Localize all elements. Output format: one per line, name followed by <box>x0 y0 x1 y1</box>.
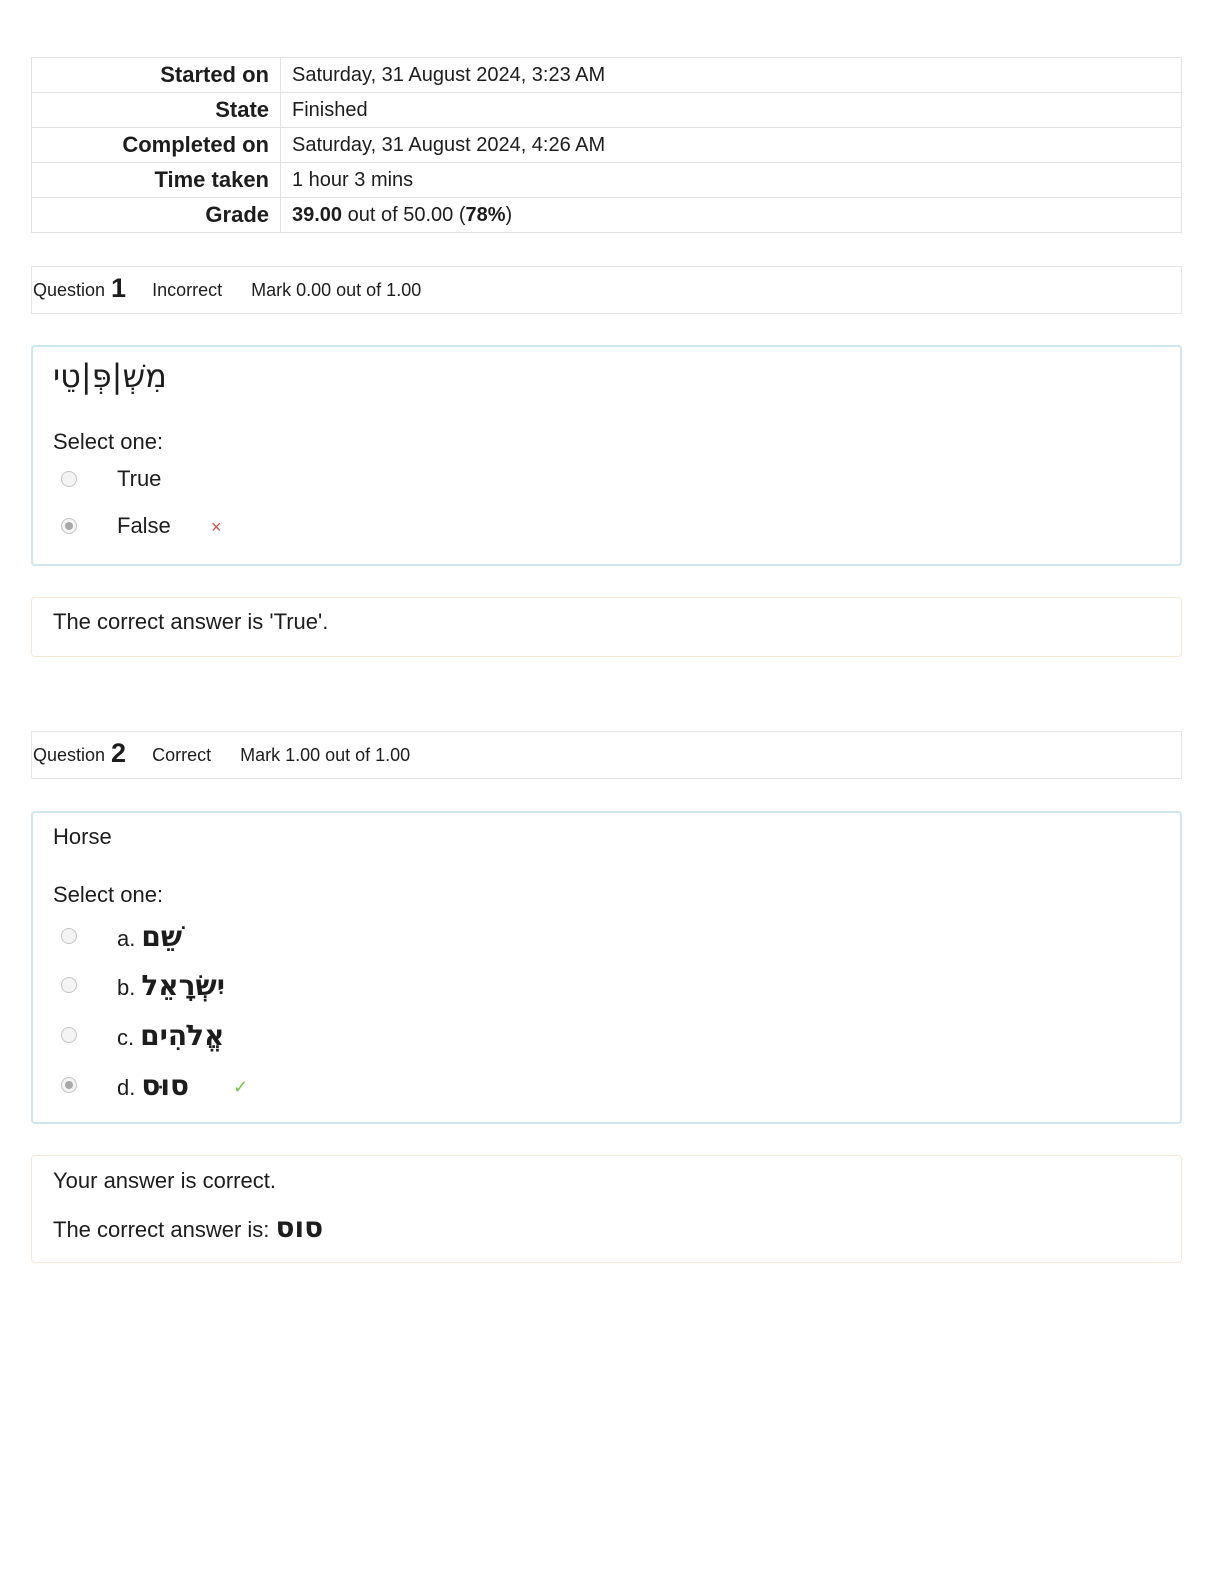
summary-row-completed <box>32 128 1182 163</box>
summary-value: 1 hour 3 mins <box>281 163 1182 198</box>
question-number: 2 <box>111 737 127 768</box>
answer-option-d[interactable] <box>61 1068 190 1102</box>
option-hebrew-text: יִשְׂרָאֵל <box>141 968 226 1002</box>
attempt-summary-table <box>31 57 1182 233</box>
grade-close: ) <box>505 203 513 226</box>
option-letter: a. <box>117 925 136 951</box>
checkmark-icon: ✓ <box>233 1077 249 1097</box>
question-label: Question <box>33 744 106 765</box>
radio-button[interactable] <box>61 928 77 944</box>
question-2-content <box>31 811 1182 1124</box>
radio-button[interactable] <box>61 471 77 487</box>
answer-option-c[interactable] <box>61 1018 225 1052</box>
question-text: מִשְׁ|פְּ|טֵי <box>53 357 167 395</box>
correct-answer-prefix: The correct answer is: <box>53 1217 276 1242</box>
summary-row-started <box>32 58 1182 93</box>
summary-label: Grade <box>32 198 281 233</box>
radio-button-selected[interactable] <box>61 518 77 534</box>
option-hebrew-text: סוּס <box>141 1068 190 1102</box>
answer-option-b[interactable] <box>61 968 226 1002</box>
option-label[interactable] <box>117 1019 224 1052</box>
answer-option-true[interactable] <box>61 464 162 494</box>
correct-answer-text: The correct answer is 'True'. <box>53 609 329 634</box>
question-2-info <box>31 731 1182 779</box>
question-text: Horse <box>53 824 112 849</box>
radio-button-selected[interactable] <box>61 1077 77 1093</box>
option-label[interactable] <box>117 969 225 1002</box>
option-letter: b. <box>117 974 136 1000</box>
question-1-content <box>31 345 1182 566</box>
answer-option-false[interactable] <box>61 511 171 541</box>
question-label: Question <box>33 279 106 300</box>
summary-label: State <box>32 93 281 128</box>
summary-label: Time taken <box>32 163 281 198</box>
grade-out-of: out of 50.00 ( <box>342 203 466 226</box>
grade-percent: 78% <box>465 203 506 226</box>
select-one-prompt: Select one: <box>53 429 164 454</box>
incorrect-icon: × <box>211 517 222 537</box>
grade-score: 39.00 <box>292 203 343 226</box>
option-label[interactable]: False <box>117 513 171 538</box>
question-1-feedback <box>31 597 1182 657</box>
answer-correct-text: Your answer is correct. <box>53 1168 276 1193</box>
grade-value <box>281 198 1182 233</box>
summary-value: Saturday, 31 August 2024, 3:23 AM <box>281 58 1182 93</box>
correct-answer-line <box>53 1211 323 1244</box>
option-label[interactable] <box>117 1069 189 1102</box>
correct-answer-hebrew: סוס <box>275 1211 324 1244</box>
question-mark: Mark 0.00 out of 1.00 <box>251 279 422 300</box>
option-letter: d. <box>117 1074 136 1100</box>
summary-row-grade <box>32 198 1182 233</box>
option-label[interactable]: True <box>117 466 162 491</box>
question-mark: Mark 1.00 out of 1.00 <box>240 744 411 765</box>
summary-value: Finished <box>281 93 1182 128</box>
radio-button[interactable] <box>61 1027 77 1043</box>
question-2-feedback <box>31 1155 1182 1263</box>
summary-label: Started on <box>32 58 281 93</box>
question-state: Incorrect <box>152 279 223 300</box>
option-hebrew-text: שֵׁם <box>141 919 183 953</box>
question-number: 1 <box>111 272 127 303</box>
answer-option-a[interactable] <box>61 919 183 953</box>
option-letter: c. <box>117 1024 135 1050</box>
summary-row-state <box>32 93 1182 128</box>
summary-value: Saturday, 31 August 2024, 4:26 AM <box>281 128 1182 163</box>
radio-button[interactable] <box>61 977 77 993</box>
select-one-prompt: Select one: <box>53 882 164 907</box>
summary-row-time-taken <box>32 163 1182 198</box>
question-1-info <box>31 266 1182 314</box>
question-state: Correct <box>152 744 212 765</box>
option-hebrew-text: אֱלֹהִים <box>140 1018 225 1052</box>
summary-label: Completed on <box>32 128 281 163</box>
option-label[interactable] <box>117 920 182 953</box>
